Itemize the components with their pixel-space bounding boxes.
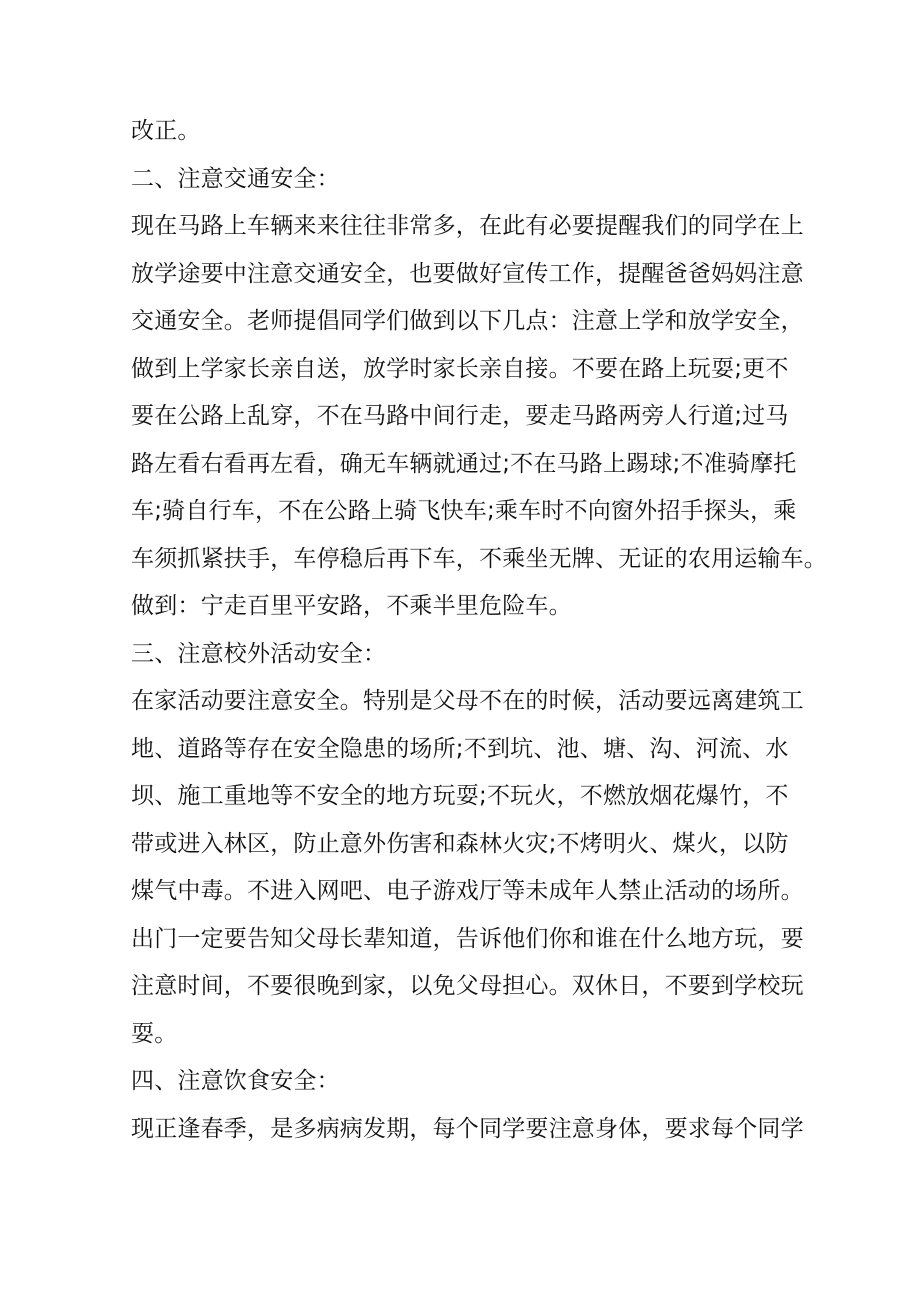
text-line: 地、道路等存在安全隐患的场所;不到坑、池、塘、沟、河流、水 — [131, 735, 789, 762]
text-line: 做到：宁走百里平安路，不乘半里危险车。 — [131, 593, 572, 619]
text-line: 放学途要中注意交通安全，也要做好宣传工作，提醒爸爸妈妈注意 — [131, 260, 804, 287]
text-line: 交通安全。老师提倡同学们做到以下几点：注意上学和放学安全， — [131, 308, 804, 334]
document-text — [131, 108, 827, 1153]
text-line: 车;骑自行车，不在公路上骑飞快车;乘车时不向窗外招手探头，乘 — [131, 498, 797, 524]
text-line: 坝、施工重地等不安全的地方玩耍;不玩火，不燃放烟花爆竹，不 — [131, 783, 789, 809]
section-heading-traffic-safety: 二、注意交通安全： — [131, 165, 340, 192]
text-line: 现在马路上车辆来来往往非常多，在此有必要提醒我们的同学在上 — [131, 213, 804, 239]
text-line: 出门一定要告知父母长辈知道，告诉他们你和谁在什么地方玩，要 — [131, 925, 804, 952]
text-line: 在家活动要注意安全。特别是父母不在的时候，活动要远离建筑工 — [131, 688, 804, 714]
text-line: 车须抓紧扶手，车停稳后再下车，不乘坐无牌、无证的农用运输车。 — [131, 545, 827, 572]
text-line: 路左看右看再左看，确无车辆就通过;不在马路上踢球;不准骑摩托 — [131, 450, 797, 477]
section-heading-food-safety: 四、注意饮食安全： — [131, 1068, 340, 1094]
paragraph-ending: 改正。 — [131, 118, 201, 144]
text-line: 注意时间，不要很晚到家，以免父母担心。双休日，不要到学校玩 — [131, 973, 804, 999]
text-line: 煤气中毒。不进入网吧、电子游戏厅等未成年人禁止活动的场所。 — [131, 878, 804, 904]
section-heading-outdoor-activity-safety: 三、注意校外活动安全： — [131, 640, 387, 667]
text-line: 现正逢春季，是多病病发期，每个同学要注意身体，要求每个同学 — [131, 1115, 804, 1142]
text-line: 耍。 — [131, 1020, 178, 1047]
text-line: 要在公路上乱穿，不在马路中间行走，要走马路两旁人行道;过马 — [131, 403, 789, 429]
text-line: 做到上学家长亲自送，放学时家长亲自接。不要在路上玩耍;更不 — [131, 355, 789, 382]
text-line: 带或进入林区，防止意外伤害和森林火灾;不烤明火、煤火，以防 — [131, 830, 789, 857]
